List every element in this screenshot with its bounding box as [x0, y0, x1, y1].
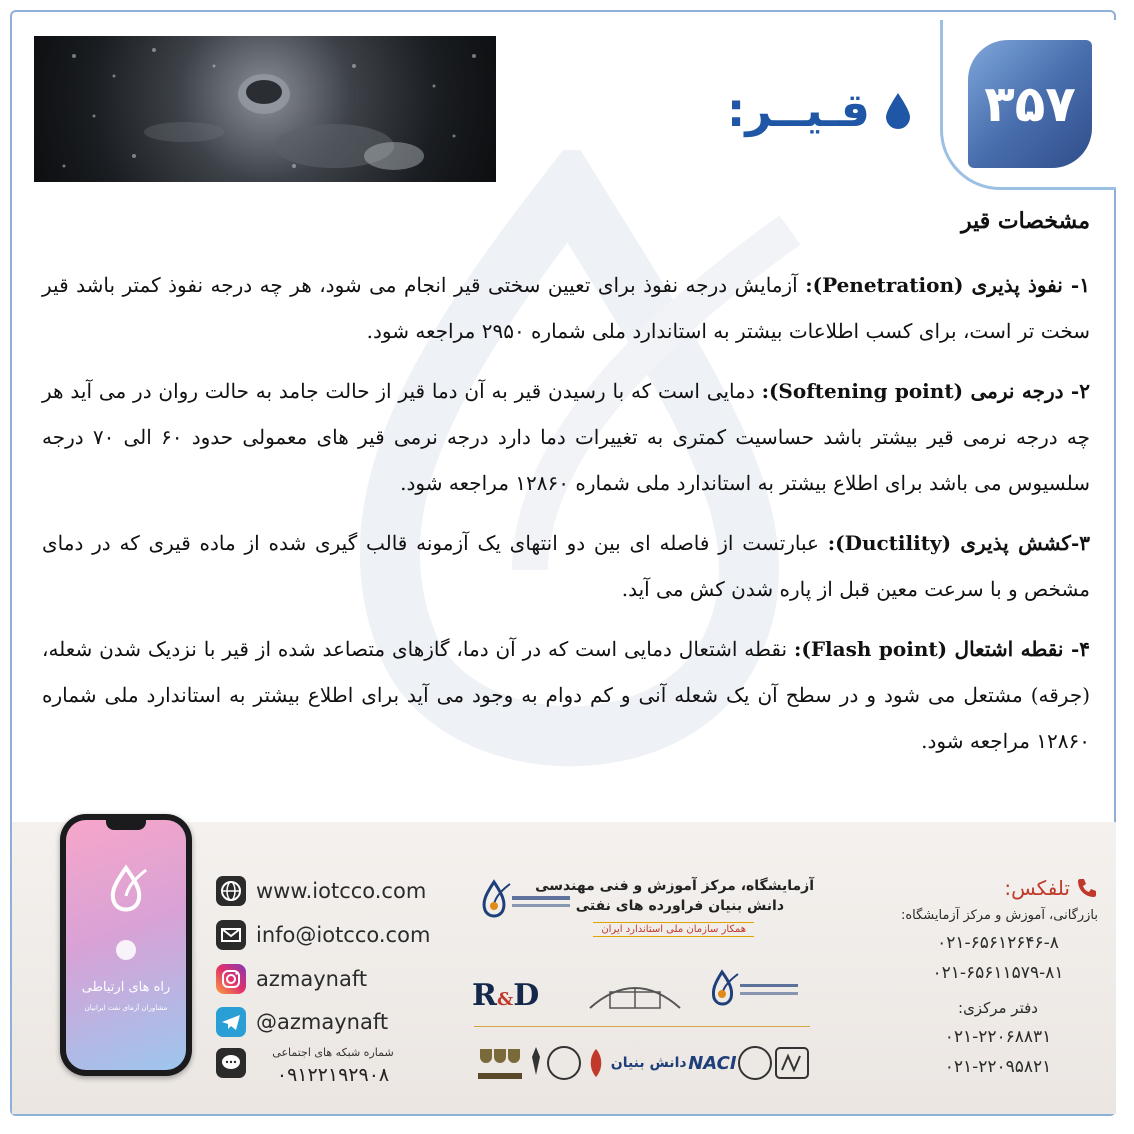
- lab-standard-note: همکار سازمان ملی استاندارد ایران: [593, 922, 754, 937]
- paragraph: [42, 626, 1090, 764]
- globe-icon: [216, 876, 246, 906]
- mail-icon: [216, 920, 246, 950]
- office-label: دفتر مرکزی:: [958, 999, 1038, 1017]
- paragraph: [42, 368, 1090, 506]
- company-logo-icon: [96, 860, 156, 920]
- award-icon: [526, 1045, 546, 1081]
- paragraph-head: ۲- درجه نرمی (Softening point):: [761, 379, 1090, 403]
- rd-logo-amp: &: [496, 989, 514, 1010]
- paragraph-text: نقطه اشتعال دمایی است که در آن دما، گازهای متصاعد شده از قیر با نزدیک شدن شعله، (جرقه) مشتعل می شود و در سطح آن یک شعله آنی و کم دوام به وجود می آید برای اطلاع بیشتر به استاندارد ملی شماره ۱۲۸۶۰ مراجعه شود.: [42, 637, 1090, 753]
- rd-logo-r: R: [472, 978, 497, 1013]
- danesh-bonyan-logo: دانش بنیان: [610, 1055, 687, 1071]
- page-number: ۳۵۷: [968, 40, 1092, 168]
- telegram-text: @azmaynaft: [256, 1010, 389, 1034]
- instagram-contact[interactable]: [216, 964, 367, 994]
- section-heading: مشخصات قیر: [960, 208, 1090, 234]
- sales-phone-2[interactable]: ۰۲۱-۶۵۶۱۱۵۷۹-۸۱: [932, 963, 1064, 983]
- social-networks-label: شماره شبکه های اجتماعی: [272, 1046, 394, 1059]
- phone-subtitle: مشاوران آزمای نفت ایرانیان: [84, 1004, 168, 1012]
- page-title: قـیــر:: [726, 83, 870, 137]
- paragraph-head: ۴- نقطه اشتعال (Flash point):: [794, 637, 1091, 661]
- rd-logo-d: D: [513, 978, 540, 1013]
- office-phone-1[interactable]: ۰۲۱-۲۲۰۶۸۸۳۱: [944, 1027, 1052, 1047]
- social-phone-number: ۰۹۱۲۲۱۹۲۹۰۸: [276, 1064, 390, 1086]
- email-contact[interactable]: [216, 920, 430, 950]
- telegram-icon: [216, 1007, 246, 1037]
- footer-divider: [474, 1026, 810, 1027]
- phone-screen: [66, 820, 186, 1070]
- telfax-label: تلفکس:: [1004, 876, 1070, 900]
- paragraph: [42, 520, 1090, 612]
- certification-badges: [474, 1040, 810, 1086]
- paragraph-text: عبارتست از فاصله ای بین دو انتهای یک آزمونه قالب گیری شده از ماده قیری که در دمای مشخص و با سرعت معین قبل از پاره شدن کش می آید.: [42, 531, 1090, 601]
- trophies-icon: [474, 1045, 524, 1081]
- standard-mark-icon: [774, 1046, 810, 1080]
- website-text: www.iotcco.com: [256, 879, 427, 903]
- drop-icon: [884, 91, 912, 129]
- website-contact[interactable]: [216, 876, 426, 906]
- training-center-emblem: [580, 968, 690, 1014]
- sales-label: بازرگانی، آموزش و مرکز آزمایشگاه:: [900, 908, 1098, 923]
- content-body: [42, 262, 1090, 778]
- bitumen-photo: [34, 36, 496, 182]
- lab-subtitle: دانش بنیان فراورده های نفتی: [575, 898, 784, 914]
- paragraph-text: دمایی است که با رسیدن قیر به آن دما قیر از حالت جامد به حالت روان در می آید هر چه درجه نرمی قیر بیشتر باشد حساسیت کمتری به تغییرات دما دارد درجه نرمی قیر های معمولی حدود ۶۰ الی ۷۰ درجه سلسیوس می باشد برای اطلاع بیشتر به استاندارد ملی شماره ۱۲۸۶۰ مراجعه شود.: [42, 379, 1090, 495]
- phone-mockup: [60, 814, 192, 1076]
- seal-badge-icon: [547, 1046, 581, 1080]
- iotc-logo-2: [706, 968, 802, 1014]
- globe-small-icon: [114, 938, 138, 962]
- lab-info: [474, 876, 814, 946]
- paragraph-text: آزمایش درجه نفوذ برای تعیین سختی قیر انجام می شود، هر چه درجه نفوذ کمتر باشد قیر سخت تر است، برای کسب اطلاعات بیشتر به استاندارد ملی شماره ۲۹۵۰ مراجعه شود.: [42, 273, 1090, 343]
- lab-title: آزمایشگاه، مرکز آموزش و فنی مهندسی: [535, 878, 814, 894]
- chat-icon: [216, 1048, 246, 1082]
- paragraph: [42, 262, 1090, 354]
- telfax-info: [898, 876, 1098, 1077]
- rd-logo: [472, 978, 539, 1013]
- naci-logo: NACI: [688, 1052, 737, 1074]
- phone-notch: [106, 820, 146, 830]
- iran-emblem-icon: [583, 1045, 609, 1081]
- telegram-contact[interactable]: [216, 1007, 388, 1037]
- paragraph-head: ۱- نفوذ پذیری (Penetration):: [805, 273, 1090, 297]
- office-phone-2[interactable]: ۰۲۱-۲۲۰۹۵۸۲۱: [944, 1057, 1052, 1077]
- instagram-text: azmaynaft: [256, 967, 368, 991]
- phone-icon: [1076, 877, 1098, 899]
- iso-17025-badge-icon: [738, 1046, 772, 1080]
- phone-title: راه های ارتباطی: [81, 980, 171, 995]
- sales-phone-1[interactable]: ۰۲۱-۶۵۶۱۲۶۴۶-۸: [937, 933, 1059, 953]
- instagram-icon: [216, 964, 246, 994]
- paragraph-head: ۳-کشش پذیری (Ductility):: [827, 531, 1091, 555]
- telfax-heading: [898, 876, 1098, 900]
- email-text: info@iotcco.com: [256, 923, 431, 947]
- page-title-row: [727, 80, 912, 140]
